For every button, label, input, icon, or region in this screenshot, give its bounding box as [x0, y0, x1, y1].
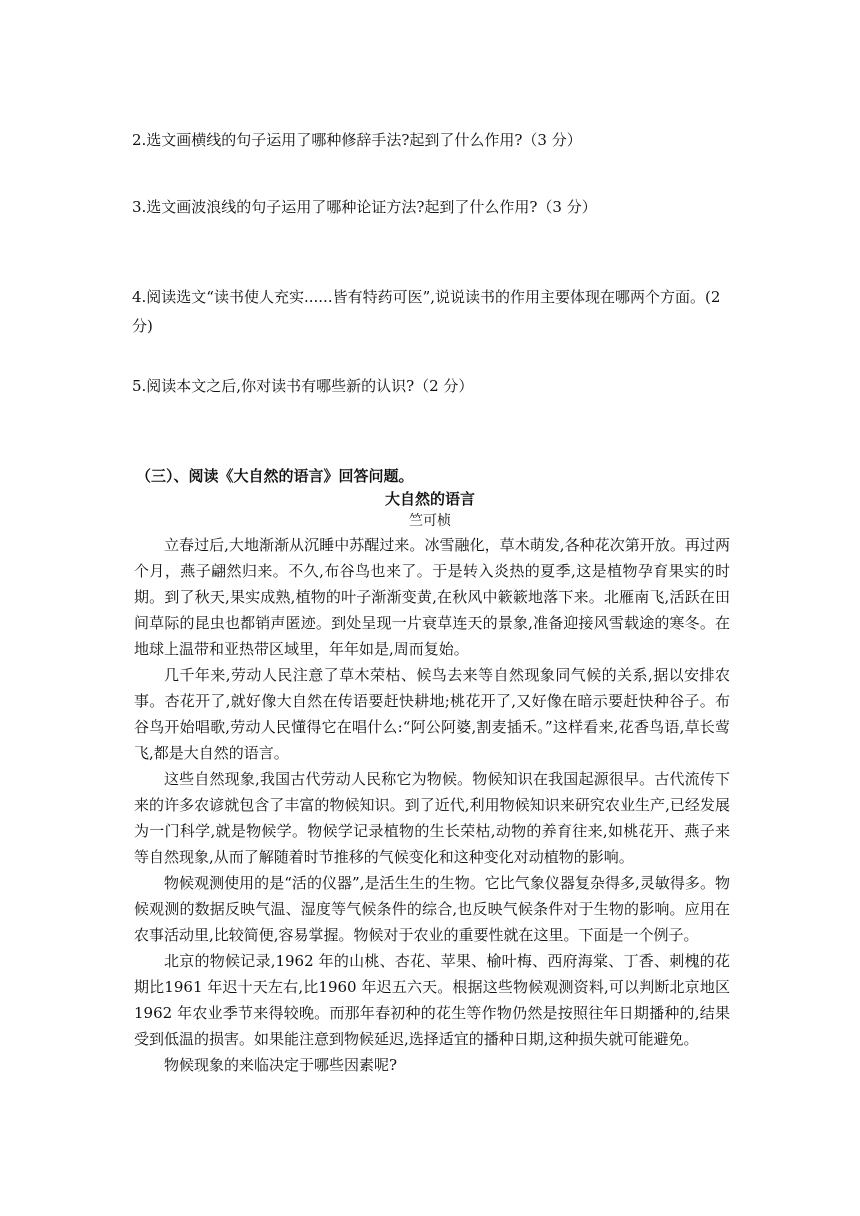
article-title: 大自然的语言 — [384, 490, 475, 508]
article-paragraph-5: 北京的物候记录,1962 年的山桃、杏花、苹果、榆叶梅、西府海棠、丁香、刺槐的花期比1961 年迟十天左右,比1960 年迟五六天。根据这些物候观测资料,可以判断北京地区 1962 年农业季节来得较晚。而那年春初种的花生等作物仍然是按照往年日期播种的,结果受到低温的损害。如果能注意到物候延迟,选择适宜的播种日期,这种损失就可能避免。 — [134, 952, 730, 1048]
article-paragraph-3: 这些自然现象,我国古代劳动人民称它为物候。物候知识在我国起源很早。古代流传下来的许多农谚就包含了丰富的物候知识。到了近代,利用物候知识来研究农业生产,已经发展为一门科学,就是物候学。物候学记录植物的生长荣枯,动物的养育往来,如桃花开、燕子来等自然现象,从而了解随着时节推移的气候变化和这种变化对动植物的影响。 — [134, 770, 730, 866]
article-author: 竺可桢 — [409, 513, 451, 529]
article-body — [134, 532, 730, 1078]
question-5: 5.阅读本文之后,你对读书有哪些新的认识?（2 分） — [132, 377, 474, 395]
question-4: 4.阅读选文“读书使人充实......皆有特药可医”,说说读书的作用主要体现在哪两个方面。(2 分) — [132, 288, 721, 335]
question-2: 2.选文画横线的句子运用了哪种修辞手法?起到了什么作用?（3 分） — [132, 131, 582, 149]
article-paragraph-1: 立春过后,大地渐渐从沉睡中苏醒过来。冰雪融化，草木萌发,各种花次第开放。再过两个月，燕子翩然归来。不久,布谷鸟也来了。于是转入炎热的夏季,这是植物孕育果实的时期。到了秋天,果实成熟,植物的叶子渐渐变黄,在秋风中簌簌地落下来。北雁南飞,活跃在田间草际的昆虫也都销声匿迹。到处呈现一片衰草连天的景象,准备迎接风雪载途的寒冬。在地球上温带和亚热带区域里，年年如是,周而复始。 — [134, 536, 730, 658]
question-3: 3.选文画波浪线的句子运用了哪种论证方法?起到了什么作用?（3 分） — [132, 198, 597, 216]
article-paragraph-4: 物候观测使用的是“活的仪器”,是活生生的生物。它比气象仪器复杂得多,灵敏得多。物候观测的数据反映气温、湿度等气候条件的综合,也反映气候条件对于生物的影响。应用在农事活动里,比较简便,容易掌握。物候对于农业的重要性就在这里。下面是一个例子。 — [134, 874, 730, 944]
section-heading: （三）、阅读《大自然的语言》回答问题。 — [136, 467, 414, 485]
article-paragraph-6: 物候现象的来临决定于哪些因素呢? — [164, 1056, 398, 1074]
article-paragraph-2: 几千年来,劳动人民注意了草木荣枯、候鸟去来等自然现象同气候的关系,据以安排农事。杏花开了,就好像大自然在传语要赶快耕地;桃花开了,又好像在暗示要赶快种谷子。布谷鸟开始唱歌,劳动人民懂得它在唱什么:“阿公阿婆,割麦插禾。”这样看来,花香鸟语,草长莺飞,都是大自然的语言。 — [134, 666, 730, 762]
